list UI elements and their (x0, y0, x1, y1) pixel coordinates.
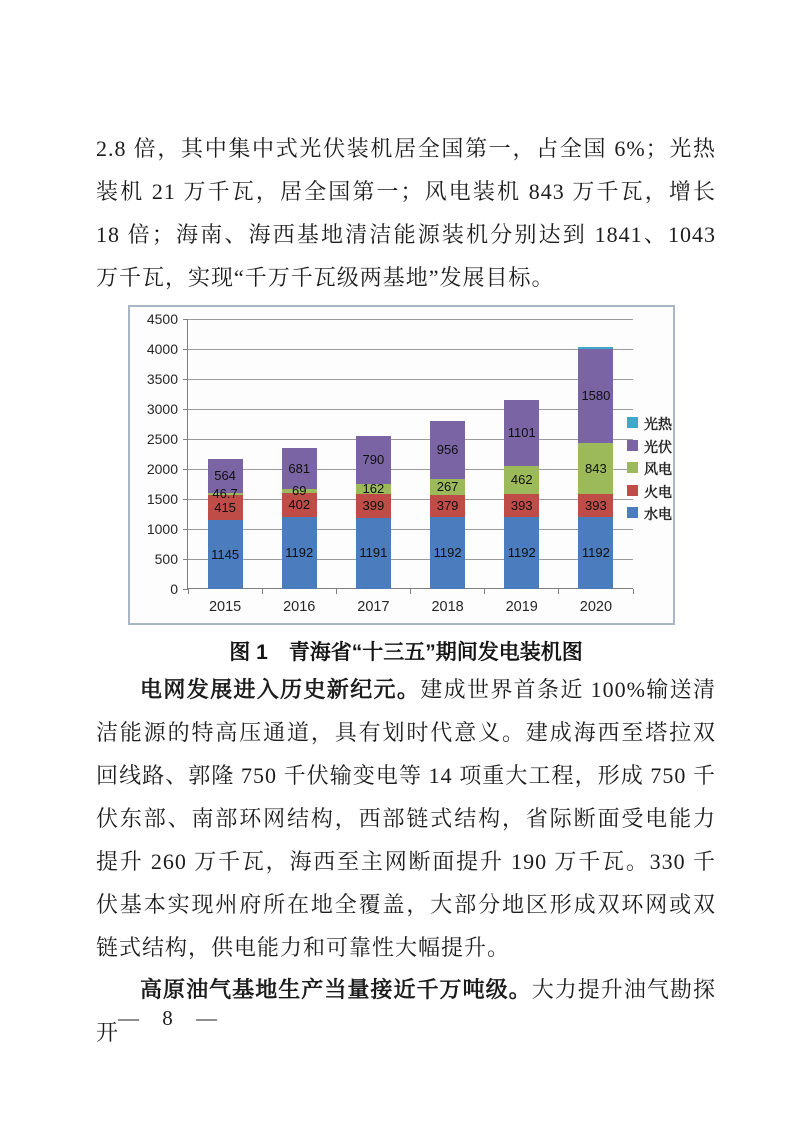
paragraph-clean-energy-installed: 2.8 倍，其中集中式光伏装机居全国第一，占全国 6%；光热装机 21 万千瓦，居全国第一；风电装机 843 万千瓦，增长 18 倍；海南、海西基地清洁能源装机分别达到 1841、1043 万千瓦，实现“千万千瓦级两基地”发展目标。 (96, 136, 716, 290)
bar-value-label: 564 (214, 467, 236, 483)
bar-value-label: 1145 (211, 546, 240, 562)
bar-value-label: 402 (288, 497, 311, 513)
bar-value-label: 46.7 (212, 485, 238, 501)
y-tick-label: 2000 (146, 461, 178, 477)
x-axis-tick (558, 589, 559, 594)
y-tick-label: 3500 (146, 371, 178, 387)
x-axis-tick (262, 589, 263, 594)
bar-value-label: 462 (510, 472, 533, 488)
gridline (188, 439, 633, 440)
legend-swatch-光热 (627, 417, 638, 428)
y-tick-label: 1500 (146, 491, 178, 507)
legend-label-光热: 光热 (644, 416, 672, 432)
bar-value-label: 393 (585, 497, 607, 513)
x-axis-tick (410, 589, 411, 594)
bar-value-label: 1192 (581, 545, 610, 561)
y-tick-label: 4500 (146, 311, 178, 327)
x-tick-label: 2020 (579, 599, 613, 615)
bar-value-label: 1101 (507, 425, 536, 441)
bar-value-label: 1191 (359, 545, 388, 561)
gridline (188, 409, 633, 410)
bar-value-label: 956 (436, 442, 459, 458)
paragraph-power-grid-lead: 电网发展进入历史新纪元。 (140, 677, 421, 702)
x-tick-label: 2017 (357, 599, 390, 615)
page-number: — 8 — (118, 1006, 219, 1030)
x-tick-label: 2016 (283, 599, 316, 615)
y-tick-label: 1000 (146, 521, 178, 537)
gridline (188, 379, 633, 380)
bar-value-label: 415 (214, 499, 236, 515)
paragraph-oil-gas-body: 大力提升油气勘探开 (96, 977, 716, 1045)
x-tick-label: 2015 (208, 599, 242, 615)
bar-value-label: 379 (436, 498, 459, 514)
legend-label-风电: 风电 (644, 461, 672, 477)
paragraph-power-grid-body: 建成世界首条近 100%输送清洁能源的特高压通道，具有划时代意义。建成海西至塔拉双回线路、郭隆 750 千伏输变电等 14 项重大工程，形成 750 千伏东部、南部环网结构，西部链式结构，省际断面受电能力提升 260 万千瓦，海西至主网断面提升 190 万千瓦。330 千伏基本实现州府所在地全覆盖，大部分地区形成双环网或双链式结构，供电能力和可靠性大幅提升。 (96, 677, 716, 960)
x-axis-tick (633, 589, 634, 594)
paragraph-power-grid (96, 668, 716, 969)
x-axis-tick (336, 589, 337, 594)
legend-label-光伏: 光伏 (644, 438, 672, 455)
x-tick-label: 2019 (505, 599, 538, 615)
bar-value-label: 1192 (285, 545, 314, 561)
bar-segment-光热 (578, 347, 613, 348)
x-axis-tick (484, 589, 485, 594)
paragraph-oil-gas-lead: 高原油气基地生产当量接近千万吨级。 (140, 977, 532, 1002)
x-axis-tick (188, 589, 189, 594)
bar-value-label: 1192 (507, 545, 536, 561)
y-axis-line (187, 319, 188, 589)
legend-swatch-风电 (627, 462, 638, 473)
bar-value-label: 399 (362, 497, 385, 513)
y-tick-label: 3000 (146, 401, 178, 417)
bar-value-label: 162 (362, 480, 385, 496)
bar-value-label: 1580 (581, 387, 611, 403)
figure-caption: 图 1 青海省“十三五”期间发电装机图 (229, 641, 583, 664)
gridline (188, 349, 633, 350)
y-tick-label: 0 (170, 581, 178, 597)
bar-value-label: 843 (585, 460, 607, 476)
legend-label-火电: 火电 (644, 483, 672, 500)
bar-value-label: 267 (436, 478, 459, 494)
bar-value-label: 1192 (433, 545, 462, 561)
y-tick-label: 500 (154, 551, 178, 567)
bar-value-label: 69 (292, 483, 307, 499)
bar-value-label: 393 (510, 497, 533, 513)
legend-label-水电: 水电 (644, 506, 672, 522)
bar-value-label: 681 (288, 460, 311, 476)
bar-value-label: 790 (362, 452, 385, 468)
figure-1-stacked-bar-chart (128, 305, 675, 625)
x-tick-label: 2018 (431, 599, 464, 615)
legend-swatch-火电 (627, 485, 638, 496)
gridline (188, 529, 633, 530)
y-tick-label: 4000 (146, 341, 178, 357)
y-tick-label: 2500 (146, 431, 178, 447)
legend-swatch-水电 (627, 507, 638, 518)
gridline (188, 319, 633, 320)
legend-swatch-光伏 (627, 440, 638, 451)
